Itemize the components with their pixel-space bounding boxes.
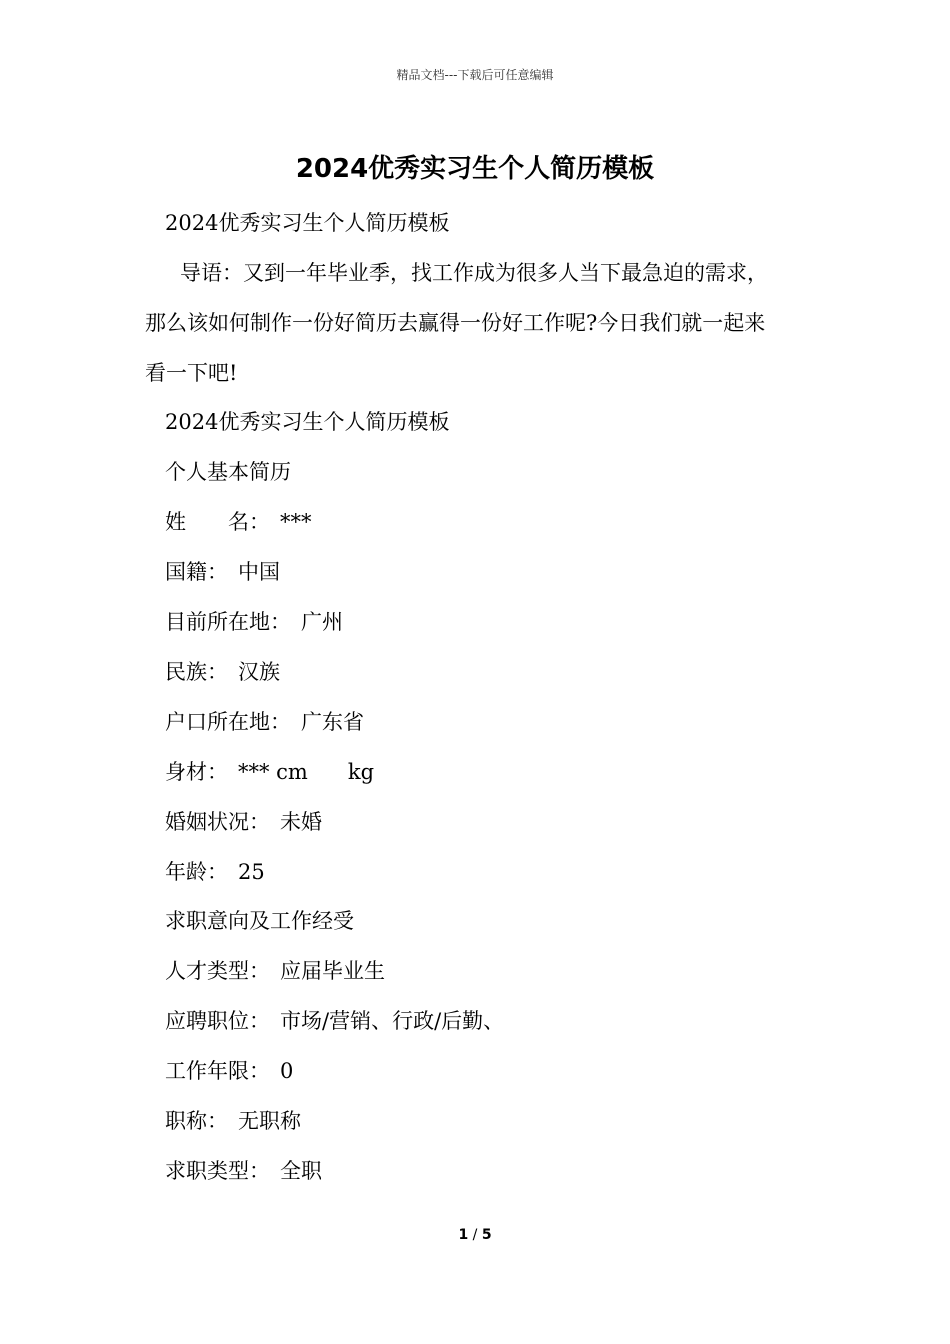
field-years — [165, 1055, 293, 1085]
field-value: 广东省 — [301, 710, 364, 734]
field-label: 应聘职位： — [165, 1009, 270, 1033]
field-label: 国籍： — [165, 560, 228, 584]
field-value: 未婚 — [280, 810, 322, 834]
field-job-type — [165, 1155, 322, 1185]
field-value: 无职称 — [238, 1109, 301, 1133]
field-label: 年龄： — [165, 860, 228, 884]
field-value: 全职 — [280, 1159, 322, 1183]
document-title: 2024优秀实习生个人简历模板 — [295, 154, 655, 184]
field-position — [165, 1005, 504, 1035]
total-pages: 5 — [481, 1227, 492, 1243]
field-hukou — [165, 706, 364, 736]
field-label: 户口所在地： — [165, 710, 291, 734]
page-number — [0, 1227, 950, 1243]
field-value: 汉族 — [238, 660, 280, 684]
field-job-title — [165, 1105, 301, 1135]
field-location — [165, 606, 343, 636]
subtitle-line-2: 2024优秀实习生个人简历模板 — [165, 410, 450, 434]
field-label: 人才类型： — [165, 959, 270, 983]
field-ethnicity — [165, 656, 280, 686]
field-name — [165, 506, 312, 536]
section-heading-job: 求职意向及工作经受 — [165, 909, 354, 933]
field-label: 姓 名： — [165, 510, 270, 534]
section-heading-basic: 个人基本简历 — [165, 460, 291, 484]
subtitle-line: 2024优秀实习生个人简历模板 — [165, 211, 450, 235]
field-label: 工作年限： — [165, 1059, 270, 1083]
field-label: 民族： — [165, 660, 228, 684]
intro-line-2: 那么该如何制作一份好简历去赢得一份好工作呢?今日我们就一起来 — [145, 311, 766, 335]
field-value: 0 — [280, 1059, 294, 1083]
field-marital — [165, 806, 322, 836]
page-separator: / — [468, 1227, 482, 1243]
field-label: 身材： — [165, 760, 228, 784]
field-value: 应届毕业生 — [280, 959, 385, 983]
field-label: 婚姻状况： — [165, 810, 270, 834]
field-label: 求职类型： — [165, 1159, 270, 1183]
current-page: 1 — [458, 1227, 469, 1243]
field-nationality — [165, 556, 280, 586]
intro-line-3: 看一下吧! — [145, 361, 238, 385]
field-value: *** cm kg — [238, 760, 375, 784]
field-body — [165, 756, 374, 786]
page-header: 精品文档---下载后可任意编辑 — [396, 68, 554, 82]
field-value: 中国 — [238, 560, 280, 584]
field-talent-type — [165, 955, 385, 985]
intro-line-1: 导语：又到一年毕业季，找工作成为很多人当下最急迫的需求， — [180, 261, 768, 285]
field-label: 目前所在地： — [165, 610, 291, 634]
field-value: *** — [280, 510, 312, 534]
field-value: 25 — [238, 860, 265, 884]
field-label: 职称： — [165, 1109, 228, 1133]
field-value: 广州 — [301, 610, 343, 634]
field-value: 市场/营销、行政/后勤、 — [280, 1009, 505, 1033]
field-age — [165, 856, 265, 886]
